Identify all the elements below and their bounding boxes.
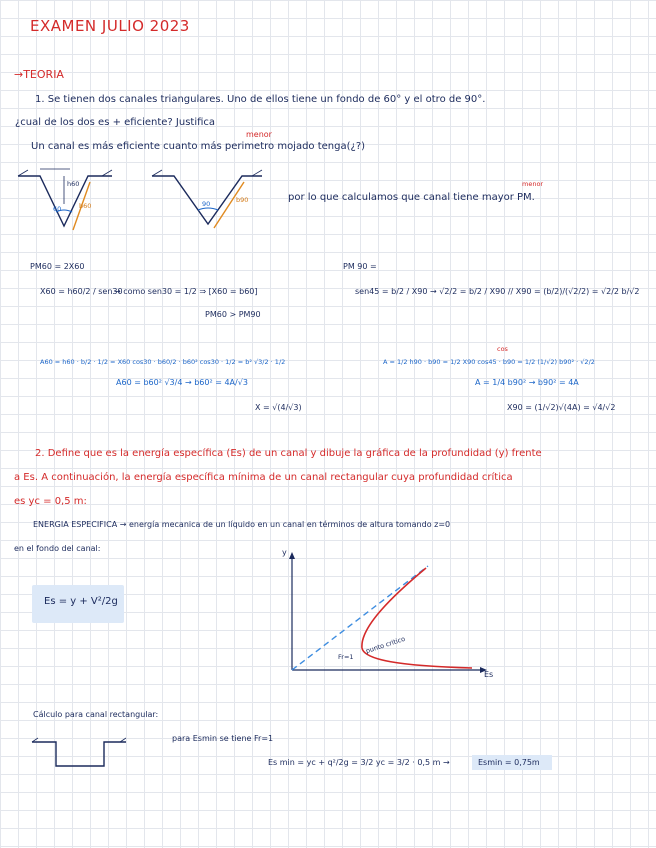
energy-formula: Es = y + V²/2g bbox=[44, 596, 118, 607]
perimeter-comparison: PM60 > PM90 bbox=[205, 310, 261, 319]
esmin-result: Esmin = 0,75m bbox=[478, 758, 540, 767]
rectangular-calc-label: Cálculo para canal rectangular: bbox=[33, 710, 159, 719]
answer-correction: menor bbox=[246, 130, 272, 139]
channel-60-figure bbox=[18, 168, 138, 232]
section-heading: →TEORIA bbox=[14, 68, 64, 81]
exam-title: EXAMEN JULIO 2023 bbox=[30, 17, 190, 35]
critical-point-label: punto critico bbox=[364, 634, 407, 656]
graph-x-axis-label: Es bbox=[484, 670, 494, 679]
esmin-equation: Es min = yc + q²/2g = 3/2 yc = 3/2 · 0,5 m → bbox=[268, 758, 450, 767]
pm60-label: PM60 = 2X60 bbox=[30, 262, 85, 271]
question-1-line-2: ¿cual de los dos es + eficiente? Justifica bbox=[15, 117, 216, 128]
channel-90-figure bbox=[152, 168, 272, 232]
sen45-equation: sen45 = b/2 / X90 → √2/2 = b/2 / X90 // X90 = (b/2)/(√2/2) = √2/2 b/√2 bbox=[355, 287, 640, 296]
a90-cos-note: cos bbox=[497, 345, 508, 353]
a90-equation: A = 1/2 h90 · b90 = 1/2 X90 cos45 · b90 = 1/2 (1/√2) b90² · √2/2 bbox=[383, 358, 595, 366]
channel-90-side: b90 bbox=[236, 196, 249, 204]
esmin-condition: para Esmin se tiene Fr=1 bbox=[172, 734, 274, 743]
graph-y-axis-label: y bbox=[282, 548, 287, 557]
sen30-equation: → como sen30 = 1/2 ⇒ [X60 = b60] bbox=[114, 287, 258, 296]
question-1-line-1: 1. Se tienen dos canales triangulares. Uno de ellos tiene un fondo de 60° y el otro de 90°. bbox=[35, 94, 486, 105]
energy-definition-1: ENERGIA ESPECIFICA → energía mecanica de un líquido en un canal en términos de altura tomando z=0 bbox=[33, 520, 451, 529]
x90-result: X90 = (1/√2)√(4A) = √4/√2 bbox=[507, 403, 616, 412]
question-2-line-3: es yc = 0,5 m: bbox=[14, 496, 87, 507]
channel-60-height: h60 bbox=[67, 180, 80, 188]
rectangular-channel-figure bbox=[30, 736, 130, 768]
right-note-correction: menor bbox=[522, 180, 544, 188]
question-2-line-1: 2. Define que es la energía específica (Es) de un canal y dibuje la gráfica de la profundidad (y) frente bbox=[35, 448, 542, 459]
formula-box bbox=[32, 585, 124, 623]
question-1-answer: Un canal es más eficiente cuanto más perimetro mojado tenga(¿?) bbox=[31, 141, 366, 152]
x60-equation: X60 = h60/2 / sen30 bbox=[40, 287, 123, 296]
x-result: X = √(4/√3) bbox=[255, 403, 302, 412]
froude-point-label: Fr=1 bbox=[338, 653, 354, 661]
energy-definition-2: en el fondo del canal: bbox=[14, 544, 101, 553]
a90-result: A = 1/4 b90² → b90² = 4A bbox=[475, 378, 579, 387]
channel-60-angle: 60 bbox=[53, 205, 62, 213]
specific-energy-graph bbox=[280, 550, 495, 680]
a60-equation: A60 = h60 · b/2 · 1/2 = X60 cos30 · b60/2 · b60² cos30 · 1/2 = b² √3/2 · 1/2 bbox=[40, 358, 286, 366]
channel-60-side: b60 bbox=[79, 202, 92, 210]
question-2-line-2: a Es. A continuación, la energía específica mínima de un canal rectangular cuya profundidad crítica bbox=[14, 472, 513, 483]
right-note: por lo que calculamos que canal tiene mayor PM. bbox=[288, 192, 535, 203]
a60-result: A60 = b60² √3/4 → b60² = 4A/√3 bbox=[116, 378, 248, 387]
channel-90-angle: 90 bbox=[202, 200, 211, 208]
pm90-label: PM 90 = bbox=[343, 262, 377, 271]
